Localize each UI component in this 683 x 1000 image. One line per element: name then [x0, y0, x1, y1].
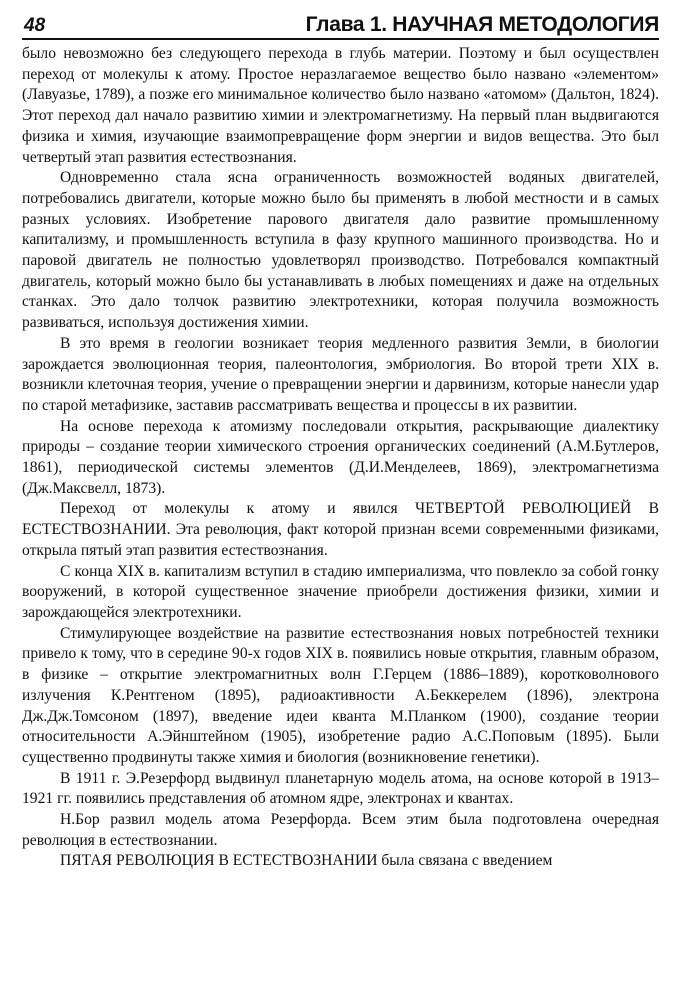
paragraph: Переход от молекулы к атому и явился ЧЕТВЕРТОЙ РЕВОЛЮЦИЕЙ В ЕСТЕСТВОЗНАНИИ. Эта революция, факт которой признан всеми современными физиками, открыла пятый этап развития естествознания. — [22, 500, 659, 559]
paragraph: ПЯТАЯ РЕВОЛЮЦИЯ В ЕСТЕСТВОЗНАНИИ была связана с введением — [60, 852, 553, 870]
paragraph: В это время в геологии возникает теория медленного развития Земли, в биологии зарождается эволюционная теория, палеонтология, эмбриология. Во второй трети XIX в. возникли клеточная теория, учение о превращении энергии и дарвинизм, которые нанесли удар по старой метафизике, заставив рассматривать вещества и процессы в их развитии. — [22, 334, 659, 414]
paragraph: Стимулирующее воздействие на развитие естествознания новых потребностей техники привело к тому, что в середине 90-х годов XIX в. появились новые открытия, главным образом, в физике – открытие электромагнитных волн Г.Герцем (1886–1889), коротковолнового излучения К.Рентгеном (1895), радиоактивности А.Беккерелем (1896), электрона Дж.Дж.Томсоном (1897), введение идеи кванта М.Планком (1900), создание теории относительности А.Эйнштейном (1905), изобретение радио А.С.Поповым (1895). Были существенно продвинуты также химия и биология (возникновение генетики). — [22, 624, 659, 766]
paragraph: В 1911 г. Э.Резерфорд выдвинул планетарную модель атома, на основе которой в 1913–1921 гг. появились представления об атомном ядре, электронах и квантах. — [22, 769, 659, 808]
chapter-title: Глава 1. НАУЧНАЯ МЕТОДОЛОГИЯ — [305, 13, 659, 36]
body-text — [22, 44, 659, 872]
paragraph-continued: было невозможно без следующего перехода в глубь материи. Поэтому и был осуществлен переход от молекулы к атому. Простое неразлагаемое вещество было названо «элементом» (Лавуазье, 1789), а позже его минимальное количество было названо «атомом» (Дальтон, 1824). Этот переход дал начало развитию химии и электромагнетизму. На первый план выдвигаются физика и химия, изучающие взаимопревращение форм энергии и видов вещества. Это был четвертый этап развития естествознания. — [22, 45, 659, 166]
paragraph: С конца XIX в. капитализм вступил в стадию империализма, что повлекло за собой гонку вооружений, в которой существенное значение приобрели достижения физики, химии и зарождающейся электротехники. — [22, 562, 659, 621]
page-number: 48 — [24, 15, 46, 36]
paragraph: Одновременно стала ясна ограниченность возможностей водяных двигателей, потребовались двигатели, которые можно было бы применять в любой местности и в самых разных условиях. Изобретение парового двигателя дало развитие промышленному капитализму, и промышленность вступила в фазу крупного машинного производства. Но и паровой двигатель не полностью удовлетворял производство. Потребовался компактный двигатель, который можно было бы устанавливать в любых помещениях и даже на отдельных станках. Это дало толчок развитию электротехники, которая получила возможность развиваться, используя достижения химии. — [22, 169, 659, 332]
paragraph: Н.Бор развил модель атома Резерфорда. Всем этим была подготовлена очередная революция в естествознании. — [22, 811, 659, 849]
paragraph: На основе перехода к атомизму последовали открытия, раскрывающие диалектику природы – создание теории химического строения органических соединений (А.М.Бутлеров, 1861), периодической системы элементов (Д.И.Менделеев, 1869), электромагнетизма (Дж.Максвелл, 1873). — [22, 417, 659, 497]
running-head — [22, 10, 659, 40]
